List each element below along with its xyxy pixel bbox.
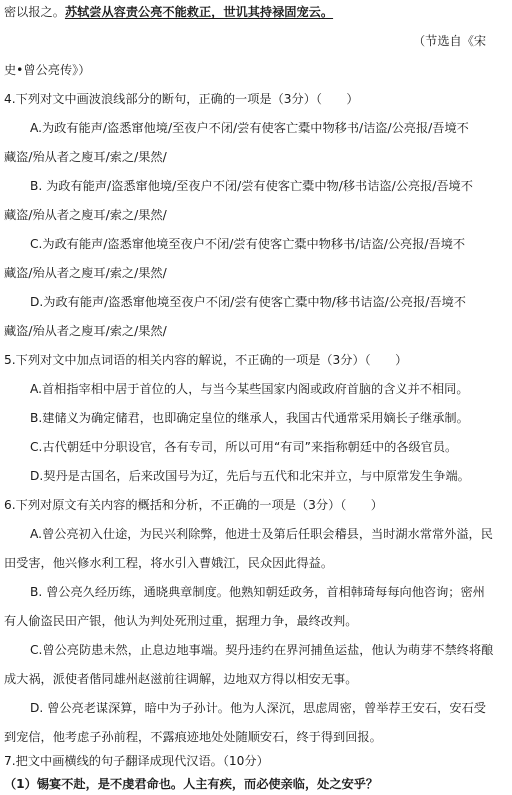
- passage-ending: [4, 4, 333, 20]
- passage-plain: 密以报之。: [4, 5, 65, 19]
- question-6-stem: 6.下列对原文有关内容的概括和分析，不正确的一项是（3分）（ ）: [4, 498, 383, 512]
- q4-option-a-line1: A.为政有能声/盗悉窜他境/至夜户不闭/尝有使客亡橐中物移书/诘盗/公亮报/吾境不: [30, 121, 469, 135]
- passage-underlined-sentence: 苏轼尝从容责公亮不能救正，世讥其持禄固宠云。: [64, 5, 334, 19]
- q6-option-c-line1: C.曾公亮防患未然，止息边地事端。契丹违约在界河捕鱼运盐，他认为萌芽不禁终将酿: [30, 643, 494, 657]
- q4-option-d-line2: 藏盗/殆从者之廋耳/索之/果然/: [4, 324, 167, 338]
- q6-option-b-line1: B. 曾公亮久经历练，通晓典章制度。他熟知朝廷政务，首相韩琦每每向他咨询；密州: [30, 585, 485, 599]
- q4-option-c-line1: C.为政有能声/盗悉窜他境至夜户不闭/尝有使客亡橐中物移书/诘盗/公亮报/吾境不: [30, 237, 466, 251]
- q4-option-c-line2: 藏盗/殆从者之廋耳/索之/果然/: [4, 266, 167, 280]
- q4-option-a-line2: 藏盗/殆从者之廋耳/索之/果然/: [4, 150, 167, 164]
- q4-option-b-line2: 藏盗/殆从者之廋耳/索之/果然/: [4, 208, 167, 222]
- source-note-cont: 史•曾公亮传》）: [4, 63, 91, 77]
- q4-option-b-line1: B. 为政有能声/盗悉窜他境/至夜户不闭/尝有使客亡橐中物/移书诘盗/公亮报/吾境不: [30, 179, 473, 193]
- q5-option-b: B.建储义为确定储君，也即确定皇位的继承人，我国古代通常采用嫡长子继承制。: [30, 411, 469, 425]
- question-7-stem: 7.把文中画横线的句子翻译成现代汉语。（10分）: [4, 754, 269, 768]
- q6-option-c-line2: 成大祸，派使者偕同雄州赵滋前往调解，边地双方得以相安无事。: [4, 672, 358, 686]
- question-4-stem: 4.下列对文中画波浪线部分的断句，正确的一项是（3分）（ ）: [4, 92, 359, 106]
- q4-option-d-line1: D.为政有能声/盗悉窜他境至夜户不闭/尝有使客亡橐中物/移书诘盗/公亮报/吾境不: [30, 295, 466, 309]
- q6-option-d-line1: D. 曾公亮老谋深算，暗中为子孙计。他为人深沉，思虑周密，曾举荐王安石，安石受: [30, 701, 486, 715]
- q6-option-a-line1: A.曾公亮初入仕途，为民兴利除弊，他进士及第后任职会稽县，当时湖水常常外溢，民: [30, 527, 493, 541]
- q5-option-c: C.古代朝廷中分职设官，各有专司，所以可用“有司”来指称朝廷中的各级官员。: [30, 440, 458, 454]
- q6-option-b-line2: 有人偷盗民田产银，他认为判处死刑过重，据理力争，最终改判。: [4, 614, 358, 628]
- question-5-stem: 5.下列对文中加点词语的相关内容的解说，不正确的一项是（3分）（ ）: [4, 353, 408, 367]
- q5-option-a: A.首相指宰相中居于首位的人，与当今某些国家内阁或政府首脑的含义并不相同。: [30, 382, 469, 396]
- q6-option-d-line2: 到宠信，他考虑子孙前程，不露痕迹地处处随顺安石，终于得到回报。: [4, 730, 382, 744]
- q5-option-d: D.契丹是古国名，后来改国号为辽，先后与五代和北宋并立，与中原常发生争端。: [30, 469, 470, 483]
- source-note: （节选自《宋: [413, 34, 487, 48]
- q7-item-1: （1）锡宴不赴，是不虔君命也。人主有疾，而必使亲临，处之安乎？: [4, 777, 379, 791]
- q6-option-a-line2: 田受害，他兴修水利工程，将水引入曹娥江，民众因此得益。: [4, 556, 334, 570]
